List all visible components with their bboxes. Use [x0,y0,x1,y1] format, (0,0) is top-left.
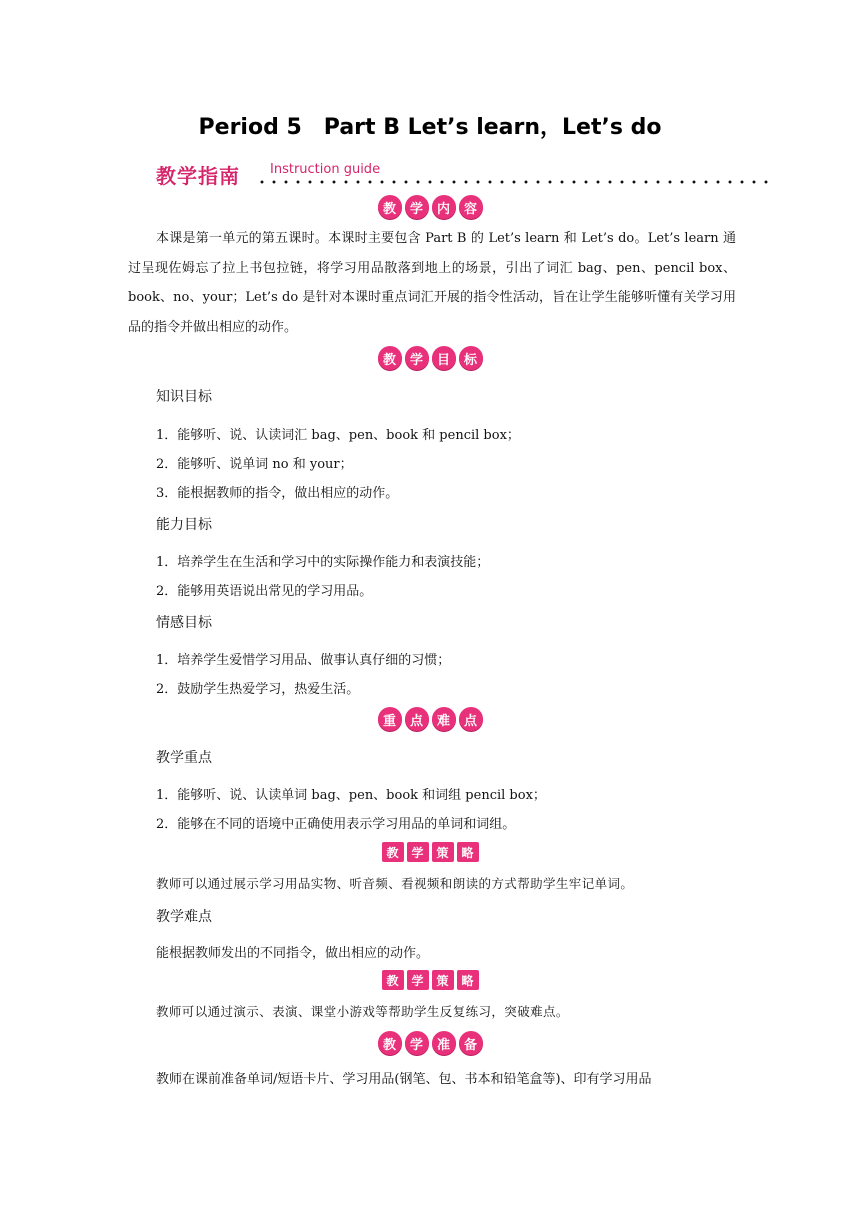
badge-char: 学 [405,346,429,370]
tag-char: 略 [457,970,479,990]
key-heading: 教学重点 [156,750,212,766]
badge-char: 容 [459,195,483,219]
difficult-heading: 教学难点 [156,909,212,925]
knowledge-item: 1．能够听、说、认读词汇 bag、pen、book 和 pencil box； [156,428,520,443]
section-badge-goals [0,346,860,370]
tag-char: 教 [382,970,404,990]
badge-char: 准 [432,1031,456,1055]
ability-item: 2．能够用英语说出常见的学习用品。 [156,584,373,599]
badge-char: 学 [405,195,429,219]
section-badge-content [0,195,860,219]
badge-char: 备 [459,1031,483,1055]
tag-char: 策 [432,970,454,990]
tag-char: 略 [457,842,479,862]
dotted-divider [256,180,768,184]
guide-title-cn: 教学指南 [156,164,240,188]
section-badge-keypoints [0,707,860,731]
emotion-goals-heading: 情感目标 [156,615,212,631]
content-paragraph: 本课是第一单元的第五课时。本课时主要包含 Part B 的 Let’s learn 和 Let’s do。Let’s learn 通过呈现佐姆忘了拉上书包拉链，将学习用品散落到地上的场景，引出了词汇 bag、pen、pencil box、book、no、your；Let’s do 是针对本课时重点词汇开展的指令性活动，旨在让学生能够听懂有关学习用品的指令并做出相应的动作。 [128,231,736,335]
key-item: 2．能够在不同的语境中正确使用表示学习用品的单词和词组。 [156,817,516,832]
difficult-strategy-text: 教师可以通过演示、表演、课堂小游戏等帮助学生反复练习，突破难点。 [156,1004,569,1019]
knowledge-item: 3．能根据教师的指令，做出相应的动作。 [156,486,399,501]
badge-char: 教 [378,1031,402,1055]
strategy-tag-key [0,842,860,862]
instruction-guide-header [156,160,768,190]
badge-char: 标 [459,346,483,370]
badge-char: 学 [405,1031,429,1055]
badge-char: 点 [405,707,429,731]
strategy-tag-difficult [0,970,860,990]
badge-char: 点 [459,707,483,731]
emotion-item: 2．鼓励学生热爱学习，热爱生活。 [156,682,360,697]
prep-text: 教师在课前准备单词/短语卡片、学习用品(钢笔、包、书本和铅笔盒等)、印有学习用品 [156,1072,652,1087]
tag-char: 学 [407,970,429,990]
knowledge-goals-heading: 知识目标 [156,389,212,405]
badge-char: 重 [378,707,402,731]
knowledge-item: 2．能够听、说单词 no 和 your； [156,457,353,472]
key-strategy-text: 教师可以通过展示学习用品实物、听音频、看视频和朗读的方式帮助学生牢记单词。 [156,876,634,891]
page-title: Period 5 Part B Let’s learn，Let’s do [198,115,662,140]
difficult-text: 能根据教师发出的不同指令，做出相应的动作。 [156,946,430,961]
ability-goals-heading: 能力目标 [156,517,212,533]
key-item: 1．能够听、说、认读单词 bag、pen、book 和词组 pencil box； [156,788,546,803]
tag-char: 学 [407,842,429,862]
badge-char: 内 [432,195,456,219]
guide-title-en: Instruction guide [270,162,381,177]
section-badge-prep [0,1031,860,1055]
badge-char: 教 [378,195,402,219]
badge-char: 难 [432,707,456,731]
tag-char: 策 [432,842,454,862]
badge-char: 教 [378,346,402,370]
emotion-item: 1．培养学生爱惜学习用品、做事认真仔细的习惯； [156,653,451,668]
tag-char: 教 [382,842,404,862]
ability-item: 1．培养学生在生活和学习中的实际操作能力和表演技能； [156,555,490,570]
badge-char: 目 [432,346,456,370]
